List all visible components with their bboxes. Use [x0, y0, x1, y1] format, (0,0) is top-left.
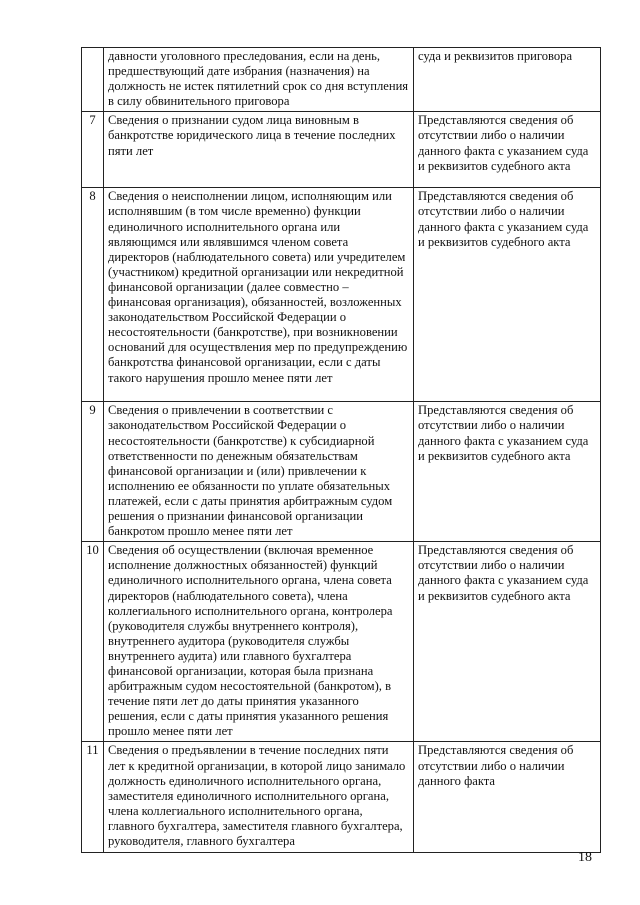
presentation-cell: Представляются сведения об отсутствии либо о наличии данного факта с указанием суда и реквизитов судебного акта [414, 542, 601, 742]
page-number: 18 [578, 850, 592, 865]
presentation-cell: суда и реквизитов приговора [414, 48, 601, 112]
row-number: 10 [82, 542, 104, 742]
requirement-cell: давности уголовного преследования, если на день, предшествующий дате избрания (назначения) на должность не истек пятилетний срок со дня вступления в силу обвинительного приговора [104, 48, 414, 112]
requirement-cell: Сведения о признании судом лица виновным в банкротстве юридического лица в течение последних пяти лет [104, 112, 414, 188]
presentation-cell: Представляются сведения об отсутствии либо о наличии данного факта [414, 742, 601, 853]
table-row [82, 112, 601, 188]
table-row [82, 742, 601, 853]
row-number: 9 [82, 402, 104, 542]
presentation-cell: Представляются сведения об отсутствии либо о наличии данного факта с указанием суда и реквизитов судебного акта [414, 402, 601, 542]
row-number [82, 48, 104, 112]
row-number: 11 [82, 742, 104, 853]
row-number: 8 [82, 188, 104, 402]
table-row [82, 402, 601, 542]
table-row [82, 542, 601, 742]
table-row [82, 188, 601, 402]
row-number: 7 [82, 112, 104, 188]
requirement-cell: Сведения об осуществлении (включая временное исполнение должностных обязанностей) функций единоличного исполнительного органа, члена совета директоров (наблюдательного совета), члена коллегиального исполнительного органа, контролера (руководителя службы внутреннего контроля), внутреннего аудитора (руководителя службы внутреннего аудита) или главного бухгалтера финансовой организации, которая была признана арбитражным судом несостоятельной (банкротом), в течение пяти лет до даты принятия указанного решения, если с даты принятия указанного решения прошло менее пяти лет [104, 542, 414, 742]
presentation-cell: Представляются сведения об отсутствии либо о наличии данного факта с указанием суда и реквизитов судебного акта [414, 188, 601, 402]
presentation-cell: Представляются сведения об отсутствии либо о наличии данного факта с указанием суда и реквизитов судебного акта [414, 112, 601, 188]
requirement-cell: Сведения о предъявлении в течение последних пяти лет к кредитной организации, в которой лицо занимало должность единоличного исполнительного органа, заместителя единоличного исполнительного органа, члена коллегиального исполнительного органа, главного бухгалтера, заместителя главного бухгалтера, руководителя, главного бухгалтера [104, 742, 414, 853]
requirement-cell: Сведения о неисполнении лицом, исполняющим или исполнявшим (в том числе временно) функции единоличного исполнительного органа или являющимся или являвшимся членом совета директоров (наблюдательного совета) или учредителем (участником) кредитной организации или некредитной финансовой организации (далее совместно – финансовая организация), обязанностей, возложенных законодательством Российской Федерации о несостоятельности (банкротстве), при возникновении оснований для осуществления мер по предупреждению банкротства финансовой организации, если с даты такого нарушения прошло менее пяти лет [104, 188, 414, 402]
requirement-cell: Сведения о привлечении в соответствии с законодательством Российской Федерации о несостоятельности (банкротстве) к субсидиарной ответственности по денежным обязательствам финансовой организации и (или) привлечении к исполнению ее обязанности по уплате обязательных платежей, если с даты принятия арбитражным судом решения о признании финансовой организации банкротом прошло менее пяти лет [104, 402, 414, 542]
requirements-table [81, 47, 601, 853]
table-row [82, 48, 601, 112]
